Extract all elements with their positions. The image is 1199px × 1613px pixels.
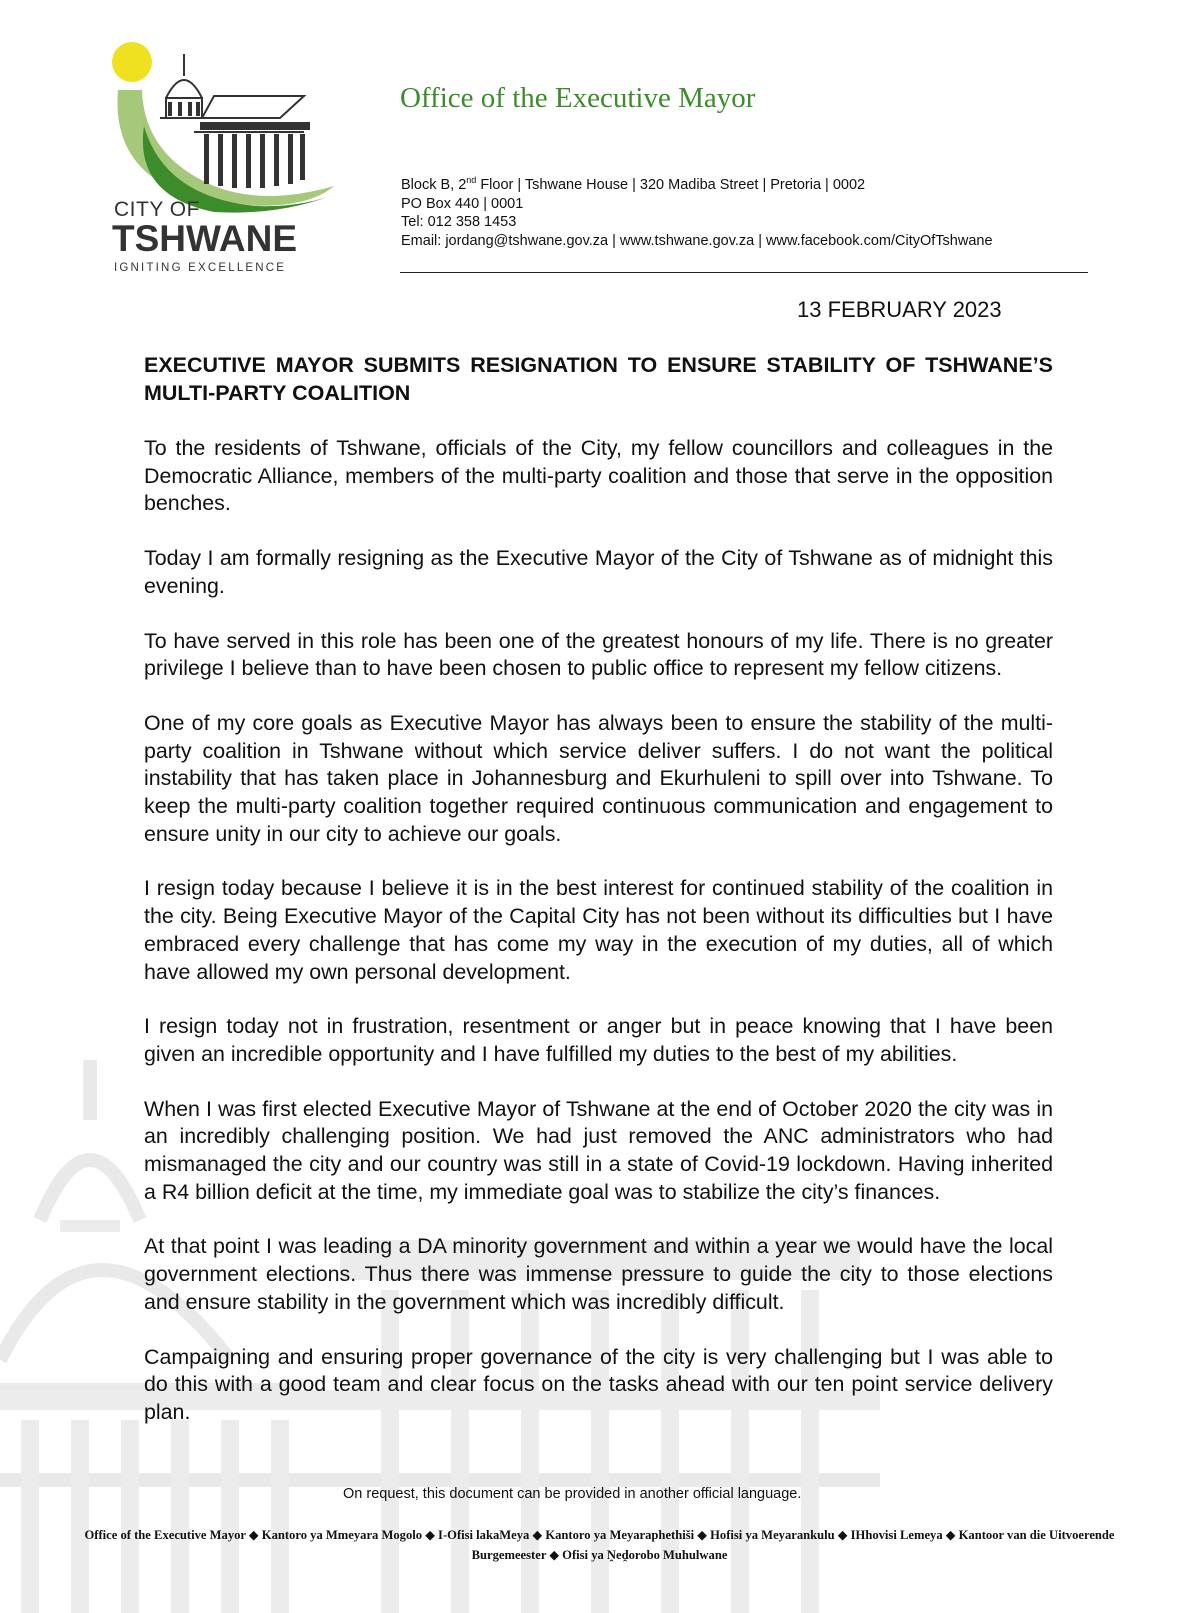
email-web-line: Email: jordang@tshwane.gov.za | www.tshwane.gov.za | www.facebook.com/CityOfTshwane xyxy=(401,232,993,249)
footer-offices-line-2: Burgemeester ◆ Ofisi ya Ṋeḓorobo Muhulwane xyxy=(471,1548,728,1562)
address-line xyxy=(401,176,993,195)
logo-tagline: IGNITING EXCELLENCE xyxy=(114,262,287,274)
contact-block xyxy=(401,176,993,250)
paragraph: At that point I was leading a DA minority government and within a year we would have the local government elections. Thus there was immense pressure to guide the city to those elections and ensure stability in the government which was incredibly difficult. xyxy=(144,1234,1053,1314)
paragraph: When I was first elected Executive Mayor of Tshwane at the end of October 2020 the city was in an incredibly challenging position. We had just removed the ANC administrators who had mismanaged the city and our country was still in a state of Covid-19 lockdown. Having inherited a R4 billion deficit at the time, my immediate goal was to stabilize the city’s finances. xyxy=(144,1096,1053,1204)
paragraph: To the residents of Tshwane, officials of the City, my fellow councillors and colleagues in the Democratic Alliance, members of the multi-party coalition and those that serve in the opposition benches. xyxy=(144,436,1053,516)
paragraph: One of my core goals as Executive Mayor has always been to ensure the stability of the multi-party coalition in Tshwane without which service deliver suffers. I do not want the political instability that has taken place in Johannesburg and Ekurhuleni to spill over into Tshwane. To keep the multi-party coalition together required continuous communication and engagement to ensure unity in our city to achieve our goals. xyxy=(144,710,1053,846)
address-prefix: Block B, 2 xyxy=(401,177,467,193)
language-note: On request, this document can be provided in another official language. xyxy=(343,1486,802,1502)
logo-tshwane: TSHWANE xyxy=(112,218,297,259)
office-title: Office of the Executive Mayor xyxy=(400,82,756,114)
headline: EXECUTIVE MAYOR SUBMITS RESIGNATION TO ENSURE STABILITY OF TSHWANE’S MULTI-PARTY COALITION xyxy=(144,353,1053,405)
paragraph: I resign today because I believe it is in the best interest for continued stability of the coalition in the city. Being Executive Mayor of the Capital City has not been without its difficulties but I have embraced every challenge that has come my way in the execution of my duties, all of which have allowed my own personal development. xyxy=(144,876,1053,984)
logo-city-of: CITY OF xyxy=(114,198,200,221)
paragraph: To have served in this role has been one of the greatest honours of my life. There is no greater privilege I believe than to have been chosen to public office to represent my fellow citizens. xyxy=(144,628,1053,681)
po-box-line: PO Box 440 | 0001 xyxy=(401,195,524,212)
tel-line: Tel: 012 358 1453 xyxy=(401,214,517,230)
address-rest: Floor | Tshwane House | 320 Madiba Street | Pretoria | 0002 xyxy=(476,177,866,193)
address-sup: nd xyxy=(466,175,477,186)
header-divider xyxy=(400,272,1088,273)
document-date: 13 FEBRUARY 2023 xyxy=(797,297,1002,322)
paragraph: I resign today not in frustration, resentment or anger but in peace knowing that I have been given an incredible opportunity and I have fulfilled my duties to the best of my abilities. xyxy=(144,1014,1053,1066)
footer-offices-line-1: Office of the Executive Mayor ◆ Kantoro ya Mmeyara Mogolo ◆ I-Ofisi lakaMeya ◆ Kantoro ya Meyaraphethiši ◆ Hofisi ya Meyarankulu ◆ IHhovisi Lemeya ◆ Kantoor van die Uitvoerende xyxy=(84,1528,1115,1542)
footer-offices xyxy=(30,1525,1169,1565)
paragraph: Campaigning and ensuring proper governance of the city is very challenging but I was able to do this with a good team and clear focus on the tasks ahead with our ten point service delivery plan. xyxy=(144,1344,1053,1424)
paragraph: Today I am formally resigning as the Executive Mayor of the City of Tshwane as of midnight this evening. xyxy=(144,546,1053,598)
body-text xyxy=(144,435,1053,1454)
